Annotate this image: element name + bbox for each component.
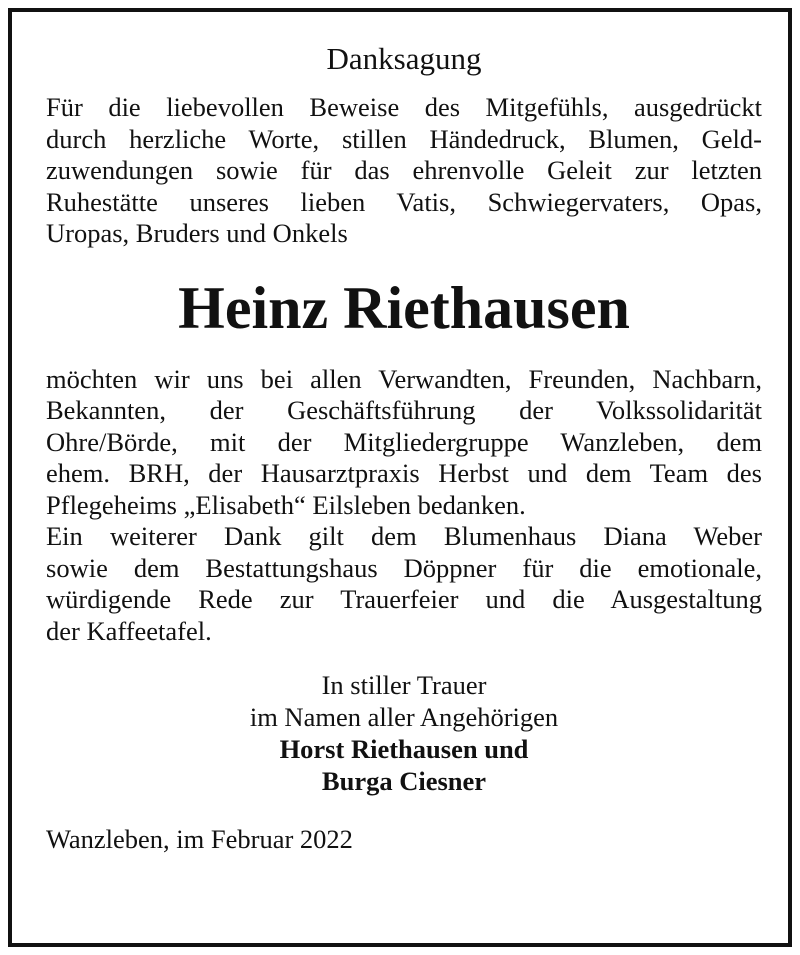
extra-line: der Kaffeetafel. — [46, 615, 212, 646]
signature-block — [46, 669, 762, 797]
notice-content — [46, 42, 762, 855]
extra-line: sowie dem Bestattungshaus Döppner für die emotionale, — [46, 552, 762, 583]
thanks-line: Bekannten, der Geschäftsführung der Volkssolidarität — [46, 395, 762, 425]
thanks-line: möchten wir uns bei allen Verwandten, Freunden, Nachbarn, — [46, 363, 762, 394]
signature-name: Burga Ciesner — [321, 766, 487, 796]
place-date: Wanzleben, im Februar 2022 — [46, 824, 353, 854]
intro-line: Ruhestätte unseres lieben Vatis, Schwiegervaters, Opas, — [46, 186, 762, 217]
extra-line: Ein weiterer Dank gilt dem Blumenhaus Diana Weber — [46, 521, 762, 551]
thanks-line: ehem. BRH, der Hausarztpraxis Herbst und dem Team des — [46, 458, 762, 488]
deceased-name: Heinz Riethausen — [178, 274, 630, 341]
extra-line: würdigende Rede zur Trauerfeier und die Ausgestaltung — [46, 584, 762, 614]
intro-line: zuwendungen sowie für das ehrenvolle Geleit zur letzten — [46, 155, 762, 185]
intro-line: durch herzliche Worte, stillen Händedruck, Blumen, Geld- — [46, 123, 762, 154]
thanks-line: Pflegeheims „Elisabeth“ Eilsleben bedanken. — [46, 489, 526, 520]
intro-line: Uropas, Bruders und Onkels — [46, 218, 348, 248]
signature-name: Horst Riethausen und — [279, 734, 529, 764]
notice-title: Danksagung — [326, 41, 482, 76]
thanks-line: Ohre/Börde, mit der Mitgliedergruppe Wanzleben, dem — [46, 426, 762, 457]
intro-line: Für die liebevollen Beweise des Mitgefühls, ausgedrückt — [46, 92, 762, 122]
signature-line: In stiller Trauer — [321, 670, 487, 700]
notice-frame — [8, 8, 792, 947]
thanks-paragraph — [46, 364, 762, 648]
intro-paragraph — [46, 92, 762, 250]
signature-line: im Namen aller Angehörigen — [249, 702, 559, 732]
